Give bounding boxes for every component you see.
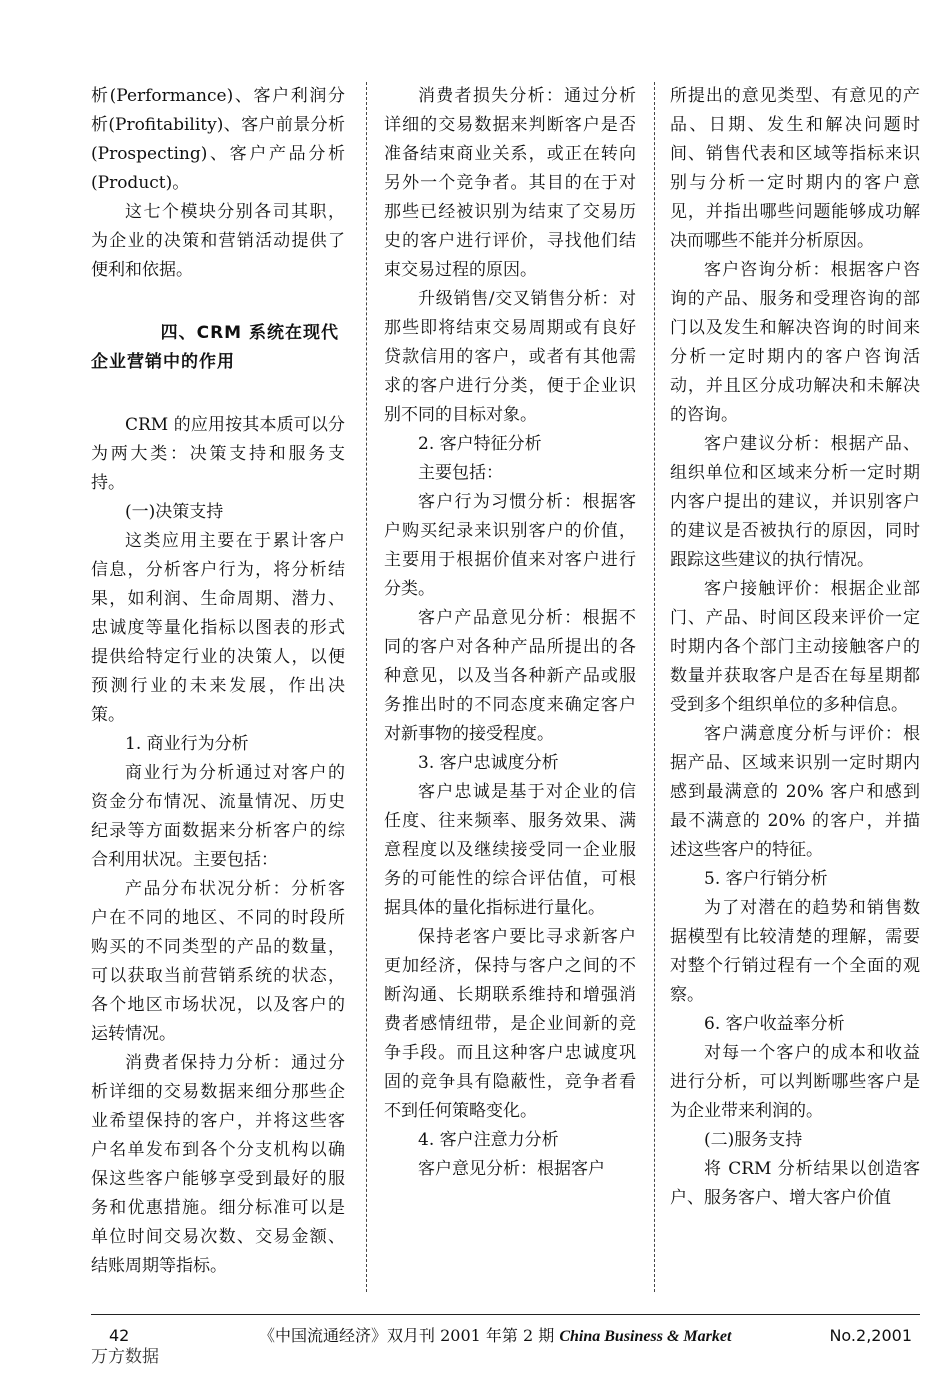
paragraph: 商业行为分析通过对客户的资金分布情况、流量情况、历史纪录等方面数据来分析客户的综合利用状况。主要包括： [91, 763, 345, 870]
paragraph: 客户意见分析：根据客户 [418, 1159, 605, 1179]
journal-citation [259, 1324, 731, 1349]
paragraph: 客户满意度分析与评价：根据产品、区域来识别一定时期内感到最满意的 20% 客户和感到最不满意的 20% 的客户，并描述这些客户的特征。 [670, 724, 920, 860]
page-number: 42 [109, 1326, 130, 1345]
column-divider [366, 82, 367, 1292]
column-divider [654, 82, 655, 1292]
paragraph: 消费者损失分析：通过分析详细的交易数据来判断客户是否准备结束商业关系，或正在转向另外一个竞争者。其目的在于对那些已经被识别为结束了交易历史的客户进行评价，寻找他们结束交易过程的原因。 [384, 86, 636, 280]
paragraph: 为了对潜在的趋势和销售数据模型有比较清楚的理解，需要对整个行销过程有一个全面的观察。 [670, 898, 920, 1005]
paragraph: 客户接触评价：根据企业部门、产品、时间区段来评价一定时期内各个部门主动接触客户的数量并获取客户是否在每星期都受到多个组织单位的多种信息。 [670, 579, 920, 715]
paragraph: 主要包括： [418, 463, 503, 483]
footer-rule [91, 1314, 920, 1315]
journal-name-cn: 《中国流通经济》双月刊 2001 年第 2 期 [259, 1326, 555, 1345]
paragraph: 客户行为习惯分析：根据客户购买纪录来识别客户的价值，主要用于根据价值来对客户进行分类。 [384, 492, 636, 599]
column-3 [670, 82, 920, 1213]
column-1 [91, 82, 345, 1281]
paragraph: 所提出的意见类型、有意见的产品、日期、发生和解决问题时间、销售代表和区域等指标来识别与分析一定时期内的客户意见，并指出哪些问题能够成功解决而哪些不能并分析原因。 [670, 86, 920, 251]
paragraph: 保持老客户要比寻求新客户更加经济，保持与客户之间的不断沟通、长期联系维持和增强消费者感情纽带，是企业间新的竞争手段。而且这种客户忠诚度巩固的竞争具有隐蔽性，竞争者看不到任何策略变化。 [384, 927, 636, 1121]
paragraph: 这七个模块分别各司其职，为企业的决策和营销活动提供了便利和依据。 [91, 202, 345, 280]
paragraph: 对每一个客户的成本和收益进行分析，可以判断哪些客户是为企业带来利润的。 [670, 1043, 920, 1121]
paragraph: 客户忠诚是基于对企业的信任度、往来频率、服务效果、满意程度以及继续接受同一企业服务的可能性的综合评估值，可根据具体的量化指标进行量化。 [384, 782, 636, 918]
column-2 [384, 82, 636, 1184]
section-title-line-1: 四、CRM 系统在现代 [160, 323, 339, 343]
section-title-line-2: 企业营销中的作用 [91, 352, 235, 372]
page-footer [91, 1324, 920, 1348]
paragraph: 升级销售/交叉销售分析：对那些即将结束交易周期或有良好贷款信用的客户，或者有其他需求的客户进行分类，便于企业识别不同的目标对象。 [384, 289, 636, 425]
subheading: 3. 客户忠诚度分析 [418, 753, 559, 773]
subheading: (一)决策支持 [125, 502, 224, 522]
subheading: 5. 客户行销分析 [704, 869, 828, 889]
subheading: 4. 客户注意力分析 [418, 1130, 559, 1150]
paragraph: 这类应用主要在于累计客户信息，分析客户行为，将分析结果，如利润、生命周期、潜力、忠诚度等量化指标以图表的形式提供给特定行业的决策人，以便预测行业的未来发展，作出决策。 [91, 531, 345, 725]
paragraph: 客户咨询分析：根据客户咨询的产品、服务和受理咨询的部门以及发生和解决咨询的时间来分析一定时期内的客户咨询活动，并且区分成功解决和未解决的咨询。 [670, 260, 920, 425]
journal-name-en: China Business & Market [559, 1328, 732, 1345]
issue-number: No.2,2001 [829, 1326, 912, 1345]
subheading: 2. 客户特征分析 [418, 434, 542, 454]
paragraph: 产品分布状况分析：分析客户在不同的地区、不同的时段所购买的不同类型的产品的数量，可以获取当前营销系统的状态，各个地区市场状况，以及客户的运转情况。 [91, 879, 345, 1044]
paragraph: 客户建议分析：根据产品、组织单位和区域来分析一定时期内客户提出的建议，并识别客户的建议是否被执行的原因，同时跟踪这些建议的执行情况。 [670, 434, 920, 570]
paragraph: 将 CRM 分析结果以创造客户、服务客户、增大客户价值 [670, 1159, 920, 1208]
paragraph: 客户产品意见分析：根据不同的客户对各种产品所提出的各种意见，以及当各种新产品或服务推出时的不同态度来确定客户对新事物的接受程度。 [384, 608, 636, 744]
subheading: 6. 客户收益率分析 [704, 1014, 845, 1034]
subheading: (二)服务支持 [704, 1130, 803, 1150]
paragraph: 消费者保持力分析：通过分析详细的交易数据来细分那些企业希望保持的客户，并将这些客户名单发布到各个分支机构以确保这些客户能够享受到最好的服务和优惠措施。细分标准可以是单位时间交易次数、交易金额、结账周期等指标。 [91, 1053, 345, 1276]
paragraph: 析(Performance)、客户利润分析(Profitability)、客户前景分析(Prospecting)、客户产品分析(Product)。 [91, 86, 345, 193]
watermark: 万方数据 [91, 1347, 159, 1367]
section-title [91, 319, 345, 377]
subheading: 1. 商业行为分析 [125, 734, 249, 754]
paragraph: CRM 的应用按其本质可以分为两大类：决策支持和服务支持。 [91, 415, 345, 493]
